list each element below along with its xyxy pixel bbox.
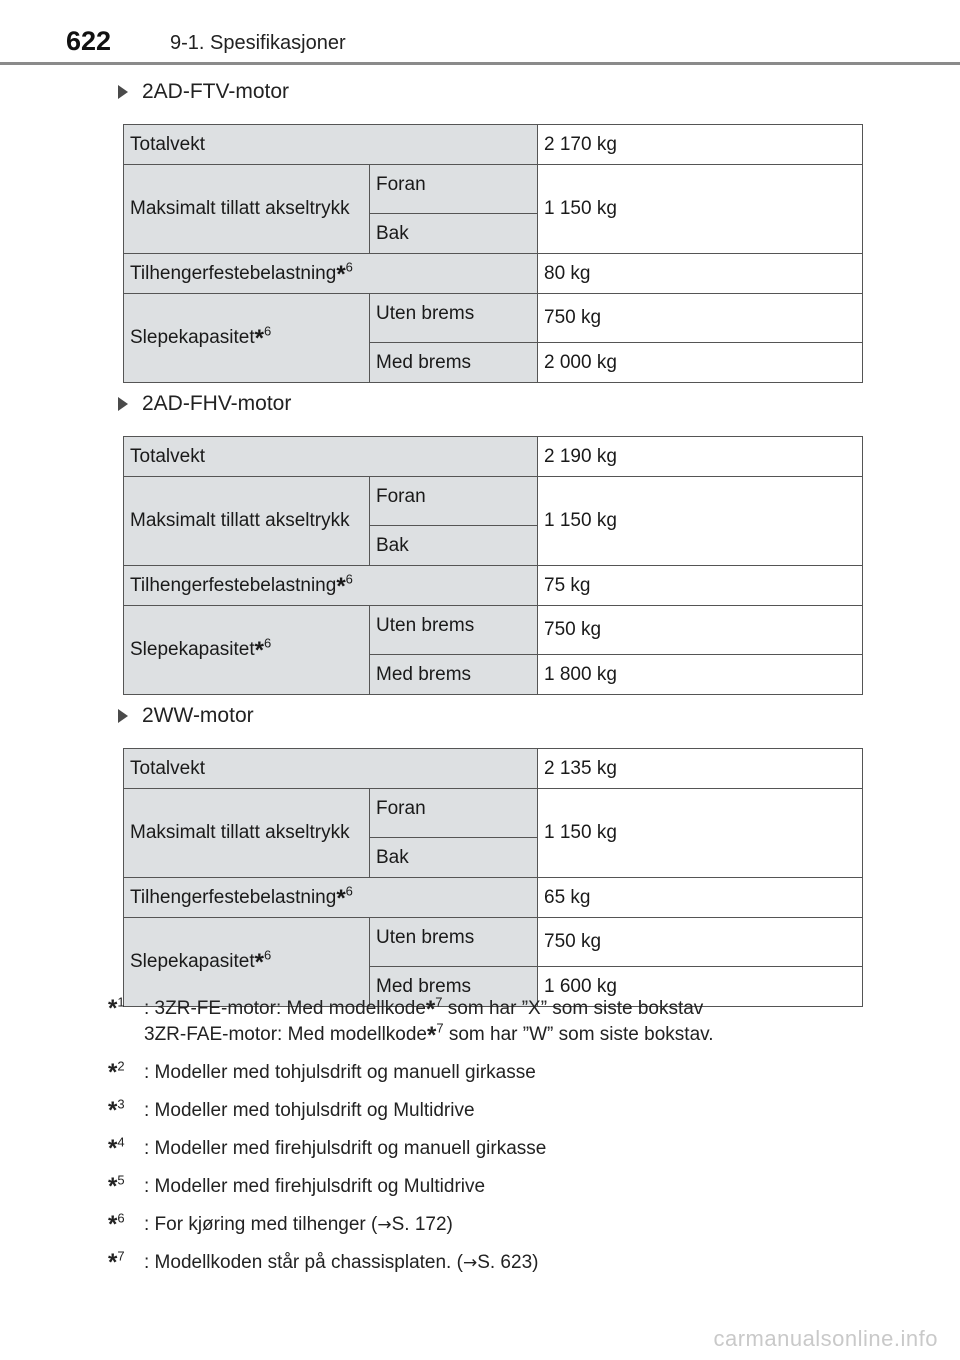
- value-braked: 1 600 kg: [538, 967, 863, 1007]
- footnote-mark: [108, 1060, 144, 1086]
- label-totalvekt: Totalvekt: [124, 749, 538, 789]
- footnote-number: 1: [117, 994, 125, 1010]
- page-number: 622: [66, 26, 112, 56]
- spec-table-2ww: [123, 748, 863, 1007]
- footnote-ref: 6: [264, 323, 272, 339]
- footnote-ref: 6: [264, 947, 272, 963]
- footnote-star: *: [254, 949, 264, 976]
- value-braked: 1 800 kg: [538, 655, 863, 695]
- value-totalvekt: 2 135 kg: [538, 749, 863, 789]
- motor-heading-2ad-fhv: [118, 392, 291, 416]
- label-totalvekt: Totalvekt: [124, 125, 538, 165]
- table-row: [124, 165, 863, 214]
- footnote-2: [108, 1060, 908, 1086]
- footnote-text: [144, 996, 908, 1048]
- label-tow-text: Slepekapasitet: [130, 639, 255, 660]
- table-row: [124, 606, 863, 655]
- footnote-text-part: : For kjøring med tilhenger (: [144, 1214, 378, 1235]
- label-totalvekt: Totalvekt: [124, 437, 538, 477]
- table-row: [124, 294, 863, 343]
- footnote-ref: 6: [345, 259, 353, 275]
- label-hitch-text: Tilhengerfestebelastning: [130, 886, 337, 908]
- footnote-ref: 6: [345, 571, 353, 587]
- table-row: [124, 254, 863, 294]
- value-hitch: 80 kg: [538, 254, 863, 294]
- watermark: carmanualsonline.info: [713, 1326, 938, 1351]
- footnote-text: [144, 1250, 908, 1276]
- footnote-text-part: 3ZR-FAE-motor: Med modellkode: [144, 1024, 427, 1045]
- value-unbraked: 750 kg: [538, 918, 863, 967]
- footnote-text: : Modeller med tohjulsdrift og Multidrive: [144, 1100, 475, 1121]
- label-tow: [124, 294, 370, 383]
- footnote-star: *: [108, 1097, 118, 1124]
- spec-table-2ad-fhv: [123, 436, 863, 695]
- footnote-ref: 7: [436, 1020, 444, 1036]
- table-row: [124, 918, 863, 967]
- label-rear: Bak: [370, 214, 538, 254]
- motor-heading-2ad-ftv: [118, 80, 289, 104]
- value-axle: 1 150 kg: [538, 477, 863, 566]
- label-unbraked: Uten brems: [370, 294, 538, 343]
- footnote-star: *: [254, 637, 264, 664]
- label-tow: [124, 606, 370, 695]
- footnote-mark: [108, 1174, 144, 1200]
- footnote-star: *: [425, 996, 436, 1023]
- footnote-mark: [108, 1212, 144, 1238]
- footnote-ref: 6: [264, 635, 272, 651]
- footnote-7: [108, 1250, 908, 1276]
- section-title: 9-1. Spesifikasjoner: [170, 32, 346, 54]
- label-axle: Maksimalt tillatt akseltrykk: [124, 789, 370, 878]
- footnote-4: [108, 1136, 908, 1162]
- footnote-star: *: [108, 995, 118, 1022]
- label-braked: Med brems: [370, 343, 538, 383]
- spec-table-2ad-ftv: [123, 124, 863, 383]
- footnote-text-part: : Modellkoden står på chassisplaten. (: [144, 1252, 463, 1273]
- footnote-number: 4: [117, 1134, 125, 1150]
- footnote-number: 7: [117, 1248, 125, 1264]
- footnote-ref: 6: [345, 883, 353, 899]
- label-front: Foran: [370, 477, 538, 526]
- table-row: [124, 477, 863, 526]
- table-row: [124, 566, 863, 606]
- footnote-text-part: som har ”W” som siste bokstav.: [443, 1024, 714, 1045]
- value-totalvekt: 2 190 kg: [538, 437, 863, 477]
- label-hitch-text: Tilhengerfestebelastning: [130, 574, 337, 596]
- label-hitch: [124, 566, 538, 606]
- label-unbraked: Uten brems: [370, 606, 538, 655]
- footnote-ref: 7: [435, 994, 443, 1010]
- footnote-mark: [108, 1250, 144, 1276]
- value-axle: 1 150 kg: [538, 165, 863, 254]
- footnote-star: *: [336, 884, 346, 912]
- footnote-mark: [108, 996, 144, 1048]
- footnote-text: : Modeller med tohjulsdrift og manuell girkasse: [144, 1062, 536, 1083]
- triangle-bullet-icon: [118, 709, 128, 723]
- label-rear: Bak: [370, 838, 538, 878]
- value-totalvekt: 2 170 kg: [538, 125, 863, 165]
- footnote-text: : Modeller med firehjulsdrift og Multidrive: [144, 1176, 486, 1197]
- footnote-5: [108, 1174, 908, 1200]
- label-unbraked: Uten brems: [370, 918, 538, 967]
- triangle-bullet-icon: [118, 397, 128, 411]
- label-hitch: [124, 878, 538, 918]
- motor-heading-label: 2AD-FHV-motor: [142, 392, 292, 415]
- footnote-text-part: : 3ZR-FE-motor: Med modellkode: [144, 998, 426, 1019]
- footnote-star: *: [108, 1135, 118, 1162]
- value-unbraked: 750 kg: [538, 294, 863, 343]
- footnote-6: [108, 1212, 908, 1238]
- value-hitch: 75 kg: [538, 566, 863, 606]
- label-axle: Maksimalt tillatt akseltrykk: [124, 477, 370, 566]
- table-row: [124, 437, 863, 477]
- footnote-star: *: [108, 1211, 118, 1238]
- footnote-number: 5: [117, 1172, 125, 1188]
- motor-heading-label: 2WW-motor: [142, 704, 254, 727]
- label-front: Foran: [370, 165, 538, 214]
- label-rear: Bak: [370, 526, 538, 566]
- motor-heading-2ww: [118, 704, 254, 728]
- footnote-number: 2: [117, 1058, 125, 1074]
- value-axle: 1 150 kg: [538, 789, 863, 878]
- label-tow-text: Slepekapasitet: [130, 327, 255, 348]
- footnote-star: *: [108, 1059, 118, 1086]
- footnote-mark: [108, 1098, 144, 1124]
- label-tow-text: Slepekapasitet: [130, 951, 255, 972]
- footnote-star: *: [336, 572, 346, 600]
- footnote-star: *: [108, 1249, 118, 1276]
- header-rule: [0, 62, 960, 65]
- footnote-number: 6: [117, 1210, 125, 1226]
- page-reference[interactable]: S. 623): [477, 1252, 539, 1273]
- value-unbraked: 750 kg: [538, 606, 863, 655]
- footnote-1: [108, 996, 908, 1048]
- page-header: [0, 0, 960, 70]
- footnotes: [108, 996, 908, 1288]
- footnote-star: *: [108, 1173, 118, 1200]
- footnote-star: *: [336, 260, 346, 288]
- table-row: [124, 125, 863, 165]
- footnote-mark: [108, 1136, 144, 1162]
- footnote-star: *: [254, 325, 264, 352]
- arrow-right-icon: →: [377, 1215, 392, 1235]
- footnote-3: [108, 1098, 908, 1124]
- footnote-text: [144, 1212, 908, 1238]
- value-braked: 2 000 kg: [538, 343, 863, 383]
- motor-heading-label: 2AD-FTV-motor: [142, 80, 290, 103]
- label-tow: [124, 918, 370, 1007]
- table-row: [124, 789, 863, 838]
- footnote-star: *: [427, 1022, 437, 1049]
- label-braked: Med brems: [370, 967, 538, 1007]
- table-row: [124, 749, 863, 789]
- value-hitch: 65 kg: [538, 878, 863, 918]
- label-hitch: [124, 254, 538, 294]
- arrow-right-icon: →: [462, 1253, 478, 1273]
- label-braked: Med brems: [370, 655, 538, 695]
- page-reference[interactable]: S. 172): [391, 1214, 453, 1235]
- table-row: [124, 878, 863, 918]
- label-hitch-text: Tilhengerfestebelastning: [130, 262, 337, 284]
- footnote-text-part: som har ”X” som siste bokstav: [442, 998, 704, 1019]
- footnote-text: : Modeller med firehjulsdrift og manuell girkasse: [144, 1138, 547, 1159]
- triangle-bullet-icon: [118, 85, 128, 99]
- label-front: Foran: [370, 789, 538, 838]
- footnote-number: 3: [117, 1096, 125, 1112]
- label-axle: Maksimalt tillatt akseltrykk: [124, 165, 370, 254]
